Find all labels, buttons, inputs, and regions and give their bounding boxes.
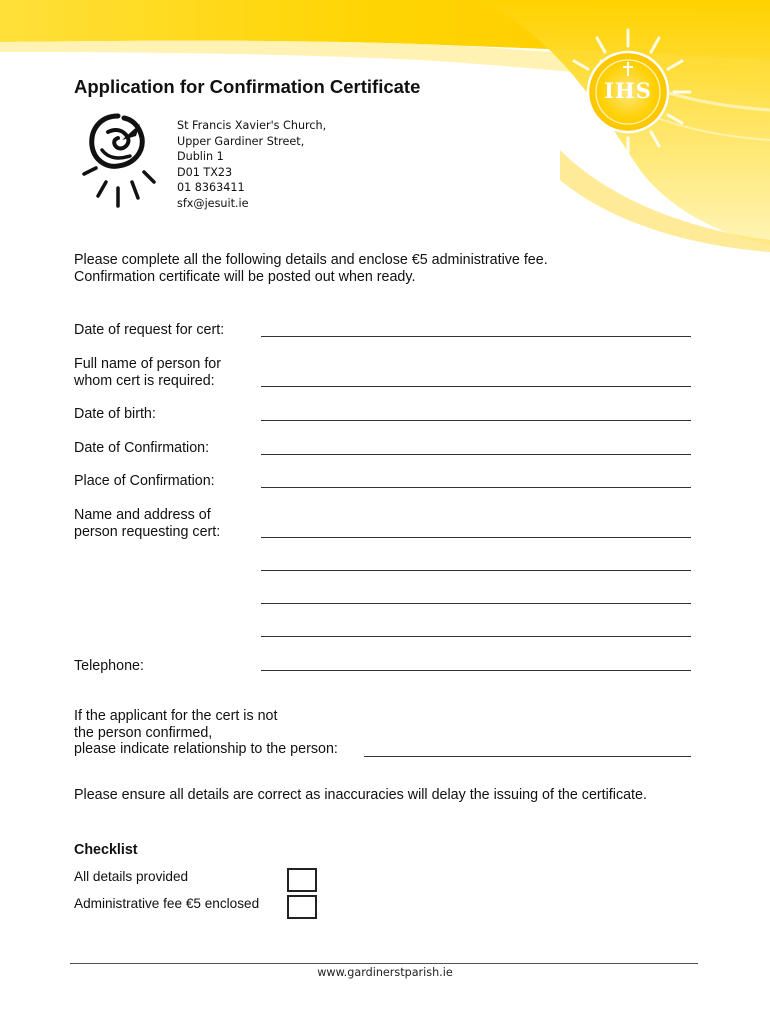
checklist-item-fee-label: Administrative fee €5 enclosed <box>74 896 260 911</box>
field-date-of-confirmation[interactable] <box>261 454 691 455</box>
ihs-emblem-icon: IHS <box>604 78 652 103</box>
label-date-of-birth: Date of birth: <box>74 406 156 422</box>
intro-line: Please complete all the following details and enclose €5 administrative fee. <box>74 252 548 268</box>
label-requester-line1: Name and address of <box>74 507 211 523</box>
address-line: Upper Gardiner Street, <box>177 134 305 148</box>
address-line: St Francis Xavier's Church, <box>177 119 327 132</box>
church-address <box>177 118 326 211</box>
label-full-name-line1: Full name of person for <box>74 356 222 372</box>
label-requester-line2: person requesting cert: <box>74 524 221 540</box>
field-requester-address-2[interactable] <box>261 603 691 604</box>
field-requester-address-3[interactable] <box>261 636 691 637</box>
label-telephone: Telephone: <box>74 658 144 674</box>
field-date-of-request[interactable] <box>261 336 691 337</box>
checklist-heading: Checklist <box>74 842 138 858</box>
intro-line: Confirmation certificate will be posted out when ready. <box>74 269 416 285</box>
label-place-of-confirmation: Place of Confirmation: <box>74 473 215 489</box>
label-full-name-line2: whom cert is required: <box>74 373 215 389</box>
relationship-prompt <box>74 708 338 758</box>
label-date-of-request: Date of request for cert: <box>74 322 225 338</box>
intro-text <box>74 252 548 286</box>
address-line: D01 TX23 <box>177 165 233 179</box>
email-address[interactable]: sfx@jesuit.ie <box>177 196 249 210</box>
field-relationship[interactable] <box>364 756 691 757</box>
relationship-line: please indicate relationship to the person: <box>74 741 338 757</box>
footer-divider <box>70 963 698 964</box>
checklist-item-details-label: All details provided <box>74 869 189 884</box>
parish-dove-logo-icon <box>78 110 168 214</box>
field-requester-name[interactable] <box>261 537 691 538</box>
label-date-of-confirmation: Date of Confirmation: <box>74 440 210 456</box>
field-requester-address-1[interactable] <box>261 570 691 571</box>
address-line: Dublin 1 <box>177 150 224 163</box>
field-date-of-birth[interactable] <box>261 420 691 421</box>
field-place-of-confirmation[interactable] <box>261 487 691 488</box>
field-full-name[interactable] <box>261 386 691 387</box>
checkbox-fee-enclosed[interactable] <box>287 895 317 919</box>
relationship-line: the person confirmed, <box>74 724 213 741</box>
checkbox-details-provided[interactable] <box>287 868 317 892</box>
phone-number: 01 8363411 <box>177 181 245 194</box>
accuracy-notice: Please ensure all details are correct as inaccuracies will delay the issuing of the certificate. <box>74 787 647 803</box>
field-telephone[interactable] <box>261 670 691 671</box>
page-title: Application for Confirmation Certificate <box>74 76 421 97</box>
footer-website-link[interactable]: www.gardinerstparish.ie <box>317 966 453 979</box>
relationship-line: If the applicant for the cert is not <box>74 708 278 724</box>
